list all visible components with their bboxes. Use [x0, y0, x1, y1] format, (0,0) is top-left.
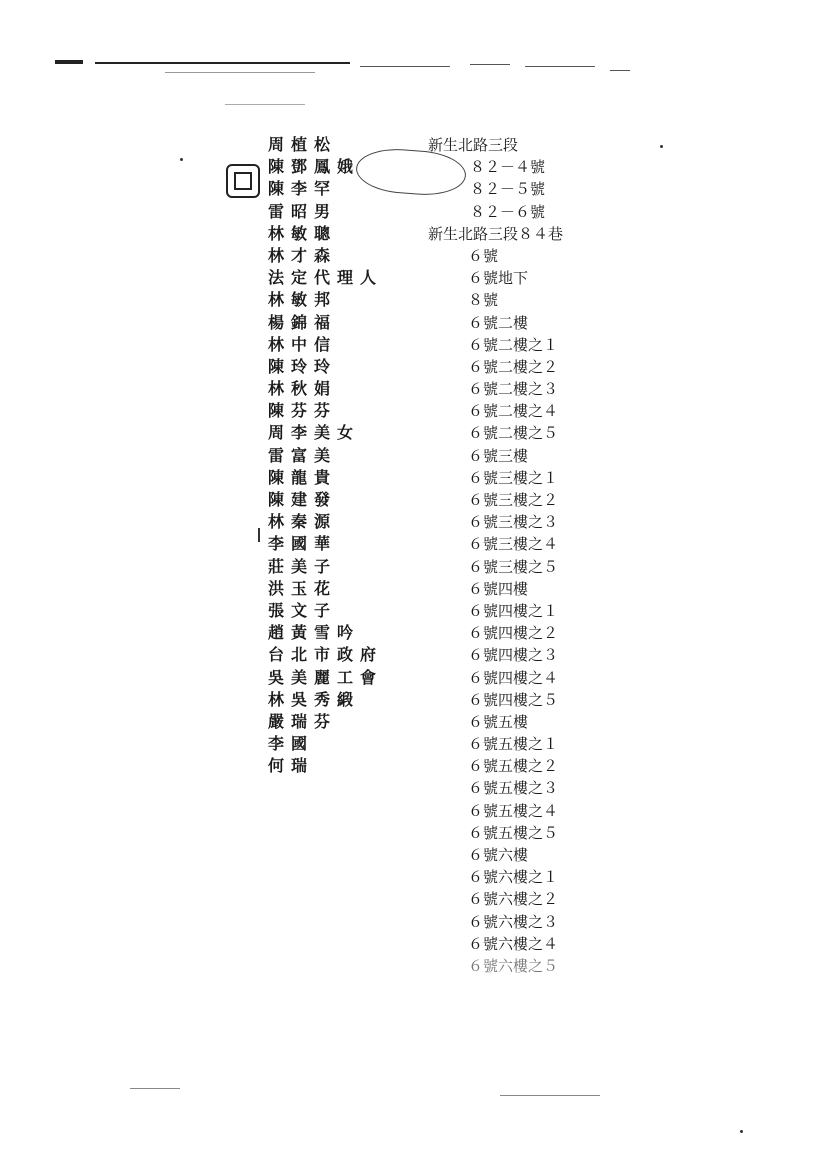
address-line: ６號二樓之２: [468, 357, 559, 376]
owner-name: 李國華: [268, 534, 338, 554]
address-line: ６號五樓之２: [468, 757, 559, 776]
owner-name: 周植松: [268, 135, 338, 154]
address-line: ６號六樓之３: [468, 912, 559, 931]
scan-dash: [500, 1095, 600, 1096]
address-line: ６號二樓: [468, 313, 529, 332]
scan-speck: [660, 145, 663, 148]
address-line: ６號三樓之１: [468, 468, 559, 487]
address-line: ６號三樓之５: [468, 557, 559, 576]
seal-stamp: [226, 164, 260, 198]
address-line: ６號四樓之２: [468, 624, 559, 643]
address-line: ６號二樓之３: [468, 380, 559, 399]
owner-name: 陳芬芬: [268, 401, 338, 421]
owner-name: 張文子: [268, 600, 338, 620]
owner-name: 楊錦福: [268, 312, 338, 332]
owner-name: 陳建發: [268, 490, 338, 509]
address-line: ６號地下: [468, 269, 529, 288]
address-line: ８２－４號: [470, 158, 546, 177]
address-line: ６號五樓之４: [468, 801, 559, 820]
address-line: ６號二樓之５: [468, 424, 559, 443]
top-rule-long: [95, 62, 350, 64]
owner-name: 嚴瑞芬: [268, 711, 338, 731]
owner-name: 林中信: [268, 334, 338, 354]
owner-name: 雷昭男: [268, 201, 338, 221]
address-line: ６號: [468, 246, 499, 265]
owner-name: 李國: [268, 734, 315, 754]
owner-name: 林才森: [268, 245, 338, 265]
address-line: ６號六樓: [468, 846, 529, 864]
owner-names-column: [268, 134, 384, 777]
owner-name: 洪玉花: [268, 578, 338, 598]
address-column: [428, 134, 628, 977]
owner-name: 何瑞: [268, 756, 315, 776]
owner-name: 林敏邦: [268, 290, 338, 310]
address-line: 新生北路三段: [428, 136, 519, 154]
address-line: ６號四樓之５: [468, 690, 559, 709]
owner-name: 周李美女: [268, 423, 361, 443]
address-line: ８號: [468, 291, 499, 310]
address-line: ６號四樓: [468, 579, 529, 598]
top-rule: [55, 60, 83, 64]
owner-name: 林秋娟: [268, 379, 338, 399]
owner-name: 台北市政府: [268, 645, 384, 665]
address-line: ６號二樓之１: [468, 335, 559, 354]
address-line: ６號二樓之４: [468, 402, 559, 421]
scan-dash: [470, 64, 510, 65]
address-line: ６號六樓之５: [468, 956, 559, 975]
scan-dash: [360, 66, 450, 67]
owner-name: 陳李罕: [268, 179, 338, 199]
owner-name: 吳美麗工會: [268, 667, 384, 687]
address-line: ６號三樓之２: [468, 491, 559, 509]
address-line: ６號三樓之４: [468, 535, 559, 554]
address-line: 新生北路三段８４巷: [428, 224, 564, 243]
address-line: ６號六樓之２: [468, 890, 559, 909]
owner-name: 林吳秀緞: [268, 689, 361, 709]
owner-name: 林敏聰: [268, 223, 338, 243]
scan-dash: [525, 66, 595, 67]
scan-dash: [165, 72, 315, 73]
address-line: ６號四樓之４: [468, 668, 559, 687]
scan-dash: [610, 70, 630, 71]
scan-speck: [258, 528, 260, 542]
owner-name: 趙黃雪吟: [268, 623, 361, 643]
address-line: ６號三樓之３: [468, 513, 559, 532]
address-line: ６號三樓: [468, 446, 529, 465]
scan-dash: [225, 104, 305, 105]
address-line: ８２－５號: [470, 180, 546, 199]
owner-name: 陳龍貴: [268, 467, 338, 487]
address-line: ６號五樓之１: [468, 735, 559, 754]
owner-name: 陳鄧鳳娥: [268, 157, 361, 177]
owner-name: 法定代理人: [268, 268, 384, 288]
address-line: ６號六樓之１: [468, 868, 559, 887]
scan-speck: [180, 158, 183, 161]
address-line: ６號四樓之１: [468, 601, 559, 620]
owner-name: 雷富美: [268, 445, 338, 465]
scan-speck: [740, 1130, 743, 1133]
address-line: ６號五樓之３: [468, 779, 559, 798]
address-line: ６號五樓之５: [468, 823, 559, 842]
address-line: ６號五樓: [468, 712, 529, 731]
address-line: ８２－６號: [470, 202, 546, 221]
scan-dash: [130, 1088, 180, 1089]
address-line: ６號四樓之３: [468, 646, 559, 665]
owner-name: 陳玲玲: [268, 356, 338, 376]
owner-name: 林秦源: [268, 512, 338, 532]
owner-name: 莊美子: [268, 556, 338, 576]
address-line: ６號六樓之４: [468, 934, 559, 953]
